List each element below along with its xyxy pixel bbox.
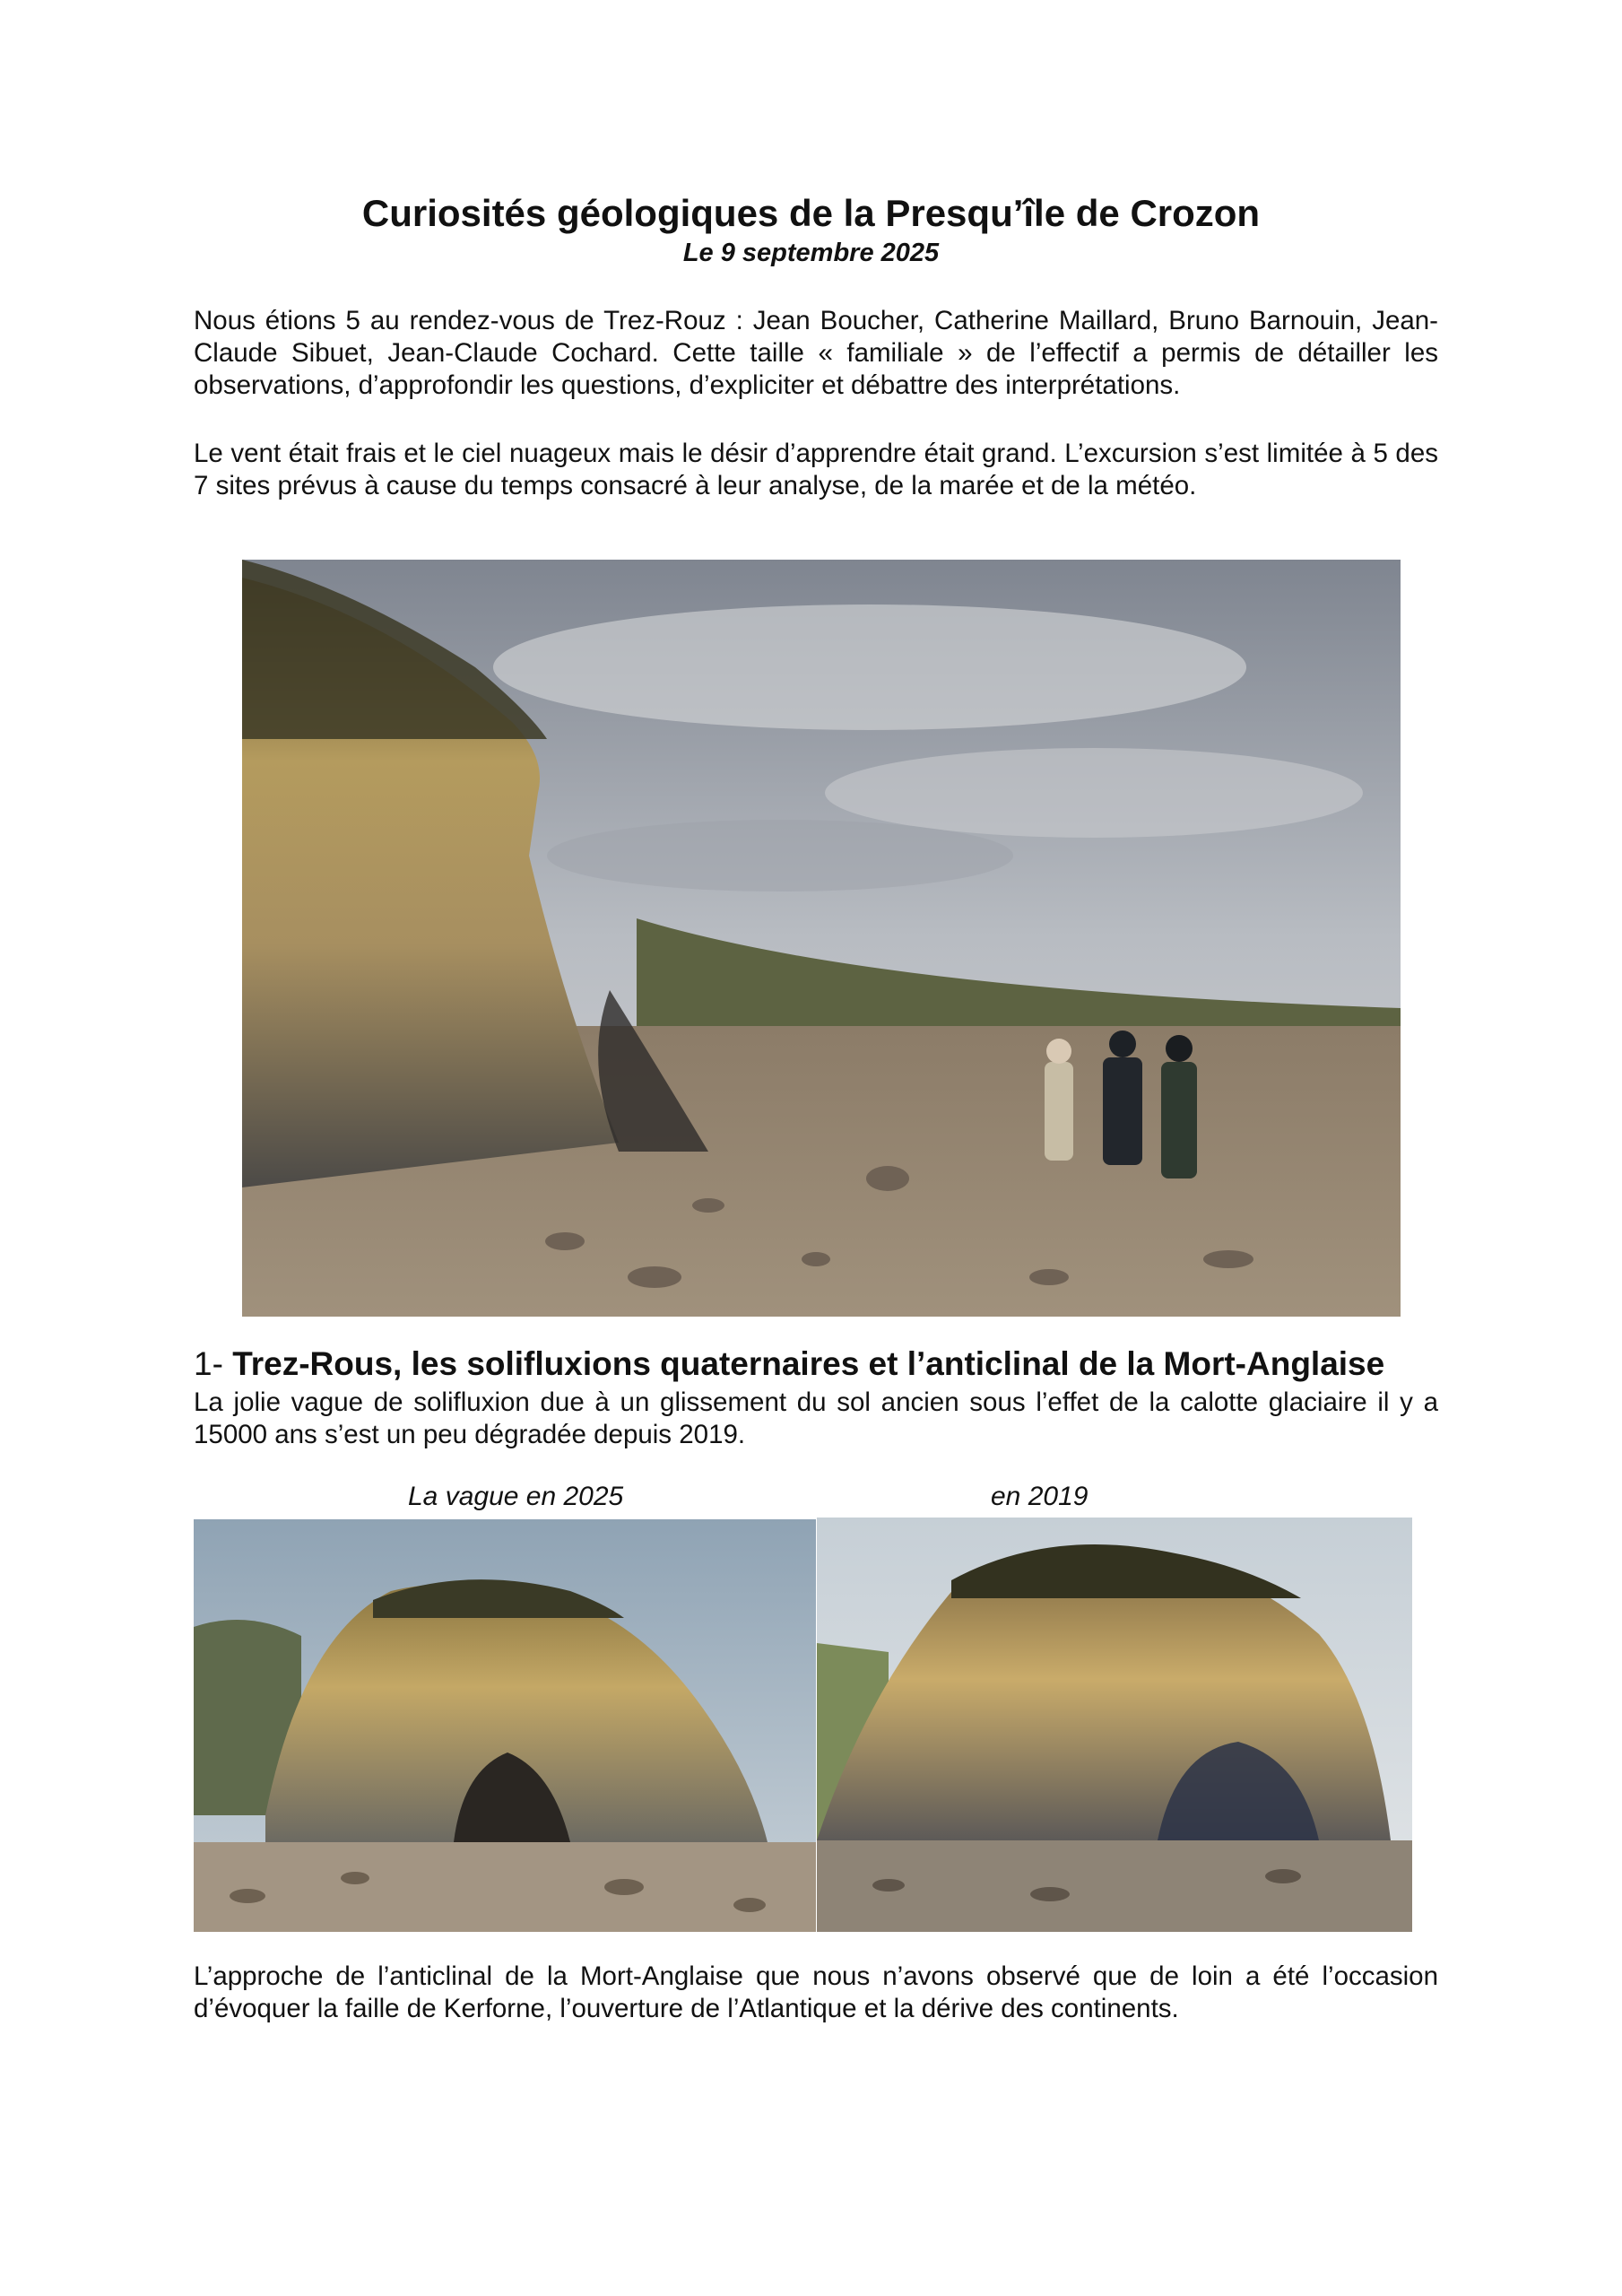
photo-wave-2025 — [194, 1519, 816, 1932]
section-1-closing-paragraph: L’approche de l’anticlinal de la Mort-Anglaise que nous n’avons observé que de loin a été l’occasion d’évoquer la faille de Kerforne, l’ouverture de l’Atlantique et la dérive des continents. — [194, 1961, 1438, 2023]
intro-paragraph-2: Le vent était frais et le ciel nuageux mais le désir d’apprendre était grand. L’excursion s’est limitée à 5 des 7 sites prévus à cause du temps consacré à leur analyse, de la marée et de la météo. — [194, 439, 1438, 500]
caption-2019: en 2019 — [991, 1482, 1089, 1511]
section-1-heading — [194, 1345, 1449, 1383]
intro-paragraph-1: Nous étions 5 au rendez-vous de Trez-Rouz : Jean Boucher, Catherine Maillard, Bruno Barnouin, Jean-Claude Sibuet, Jean-Claude Cochard. Cette taille « familiale » de l’effectif a permis de détailler les observations, d’approfondir les questions, d’expliciter et débattre des interprétations. — [194, 306, 1438, 400]
caption-2025: La vague en 2025 — [408, 1482, 624, 1511]
section-1-number: 1- — [194, 1345, 233, 1382]
section-1-title: Trez-Rous, les solifluxions quaternaires et l’anticlinal de la Mort-Anglaise — [232, 1345, 1385, 1382]
photo-group-at-cliff — [242, 560, 1401, 1317]
section-1-paragraph: La jolie vague de solifluxion due à un glissement du sol ancien sous l’effet de la calotte glaciaire il y a 15000 ans s’est un peu dégradée depuis 2019. — [194, 1387, 1438, 1449]
photo-wave-2019 — [817, 1518, 1412, 1932]
page-date: Le 9 septembre 2025 — [682, 239, 940, 267]
page-title: Curiosités géologiques de la Presqu’île de Crozon — [361, 192, 1261, 234]
